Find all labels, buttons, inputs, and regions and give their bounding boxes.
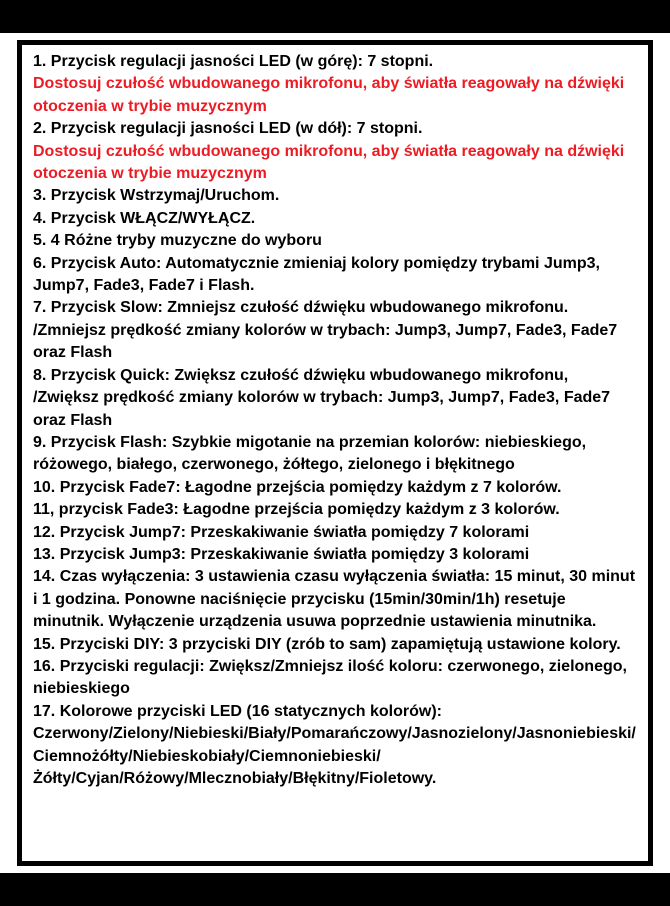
instruction-line: 7. Przycisk Slow: Zmniejsz czułość dźwięku wbudowanego mikrofonu. /Zmniejsz prędkość zmiany kolorów w trybach: Jump3, Jump7, Fade3, Fade7 oraz Flash <box>33 299 618 362</box>
instruction-line: 12. Przycisk Jump7: Przeskakiwanie światła pomiędzy 7 kolorami <box>33 523 530 541</box>
instruction-note-red: Dostosuj czułość wbudowanego mikrofonu, aby światła reagowały na dźwięki otoczenia w trybie muzycznym <box>33 142 625 183</box>
instruction-line: 15. Przyciski DIY: 3 przyciski DIY (zrób to sam) zapamiętują ustawione kolory. <box>33 635 621 653</box>
instruction-line: 4. Przycisk WŁĄCZ/WYŁĄCZ. <box>33 209 256 227</box>
instruction-line: 13. Przycisk Jump3: Przeskakiwanie światła pomiędzy 3 kolorami <box>33 545 530 563</box>
instruction-line: 1. Przycisk regulacji jasności LED (w górę): 7 stopni. <box>33 53 434 70</box>
instruction-line: 5. 4 Różne tryby muzyczne do wyboru <box>33 232 322 250</box>
instruction-list <box>33 51 638 790</box>
instruction-line: 11, przycisk Fade3: Łagodne przejścia pomiędzy każdym z 3 kolorów. <box>33 501 560 519</box>
instruction-line: 14. Czas wyłączenia: 3 ustawienia czasu wyłączenia światła: 15 minut, 30 minut i 1 godzina. Ponowne naciśnięcie przycisku (15min/30min/1h) resetuje minutnik. Wyłączenie urządzenia usuwa poprzednie ustawienia minutnika. <box>33 568 636 631</box>
instruction-note-red: Dostosuj czułość wbudowanego mikrofonu, aby światła reagowały na dźwięki otoczenia w trybie muzycznym <box>33 75 625 115</box>
instruction-frame <box>17 40 653 866</box>
instruction-line: 17. Kolorowe przyciski LED (16 statycznych kolorów): Czerwony/Zielony/Niebieski/Biały/Pomarańczowy/Jasnozielony/Jasnoniebieski/ Ciemnożółty/Niebieskobiały/Ciemnoniebieski/Żółty/Cyjan/Różowy/Mlecznobiały/Błękitny/Fioletowy. <box>33 702 636 787</box>
instruction-line: 10. Przycisk Fade7: Łagodne przejścia pomiędzy każdym z 7 kolorów. <box>33 478 562 496</box>
instruction-line: 8. Przycisk Quick: Zwiększ czułość dźwięku wbudowanego mikrofonu, /Zwiększ prędkość zmiany kolorów w trybach: Jump3, Jump7, Fade3, Fade7 oraz Flash <box>33 366 611 429</box>
instruction-line: 3. Przycisk Wstrzymaj/Uruchom. <box>33 187 280 205</box>
instruction-line: 2. Przycisk regulacji jasności LED (w dół): 7 stopni. <box>33 120 423 138</box>
bottom-border-bar <box>0 873 670 906</box>
instruction-line: 16. Przyciski regulacji: Zwiększ/Zmniejsz ilość koloru: czerwonego, zielonego, niebieskiego <box>33 657 627 698</box>
instruction-line: 9. Przycisk Flash: Szybkie migotanie na przemian kolorów: niebieskiego, różowego, białego, czerwonego, żółtego, zielonego i błękitnego <box>33 433 587 474</box>
instruction-line: 6. Przycisk Auto: Automatycznie zmieniaj kolory pomiędzy trybami Jump3, Jump7, Fade3, Fade7 i Flash. <box>33 254 600 295</box>
top-border-bar <box>0 0 670 33</box>
